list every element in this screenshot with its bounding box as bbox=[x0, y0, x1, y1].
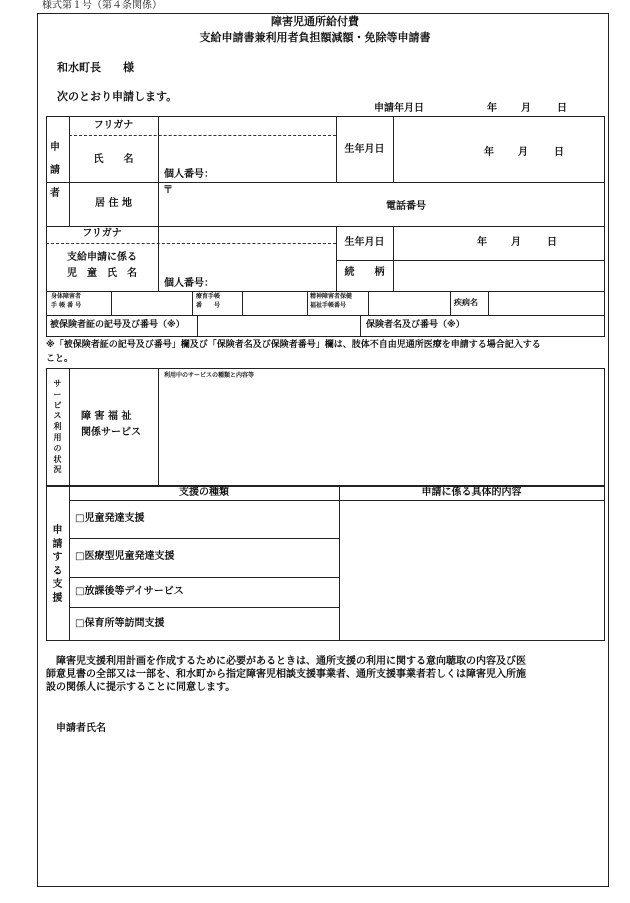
applicant-furigana-label: フリガナ bbox=[93, 120, 134, 131]
applicant-phone-label: 電話番号 bbox=[386, 201, 426, 212]
applicant-birth-month: 月 bbox=[518, 147, 528, 158]
service-detail-label: 利用中のサービスの種類と内容等 bbox=[164, 372, 255, 379]
applicant-birth-day: 日 bbox=[554, 147, 564, 158]
child-birth-month: 月 bbox=[511, 237, 521, 248]
consent-line2: 師意見書の全部又は一部を、和水町から指定障害児相談支援事業者、通所支援事業者若しくは障害児入所施 bbox=[46, 669, 526, 680]
applicant-name-label: 氏 名 bbox=[93, 154, 134, 165]
service-label-2: 関係サービス bbox=[81, 427, 141, 438]
support-content-header: 申請に係る具体的内容 bbox=[421, 487, 522, 498]
applicant-postal-mark: 〒 bbox=[163, 185, 173, 196]
insurer-label: 保険者名及び番号（※） bbox=[366, 320, 465, 330]
request-text: 次のとおり申請します。 bbox=[57, 90, 178, 103]
date-day: 日 bbox=[557, 103, 567, 114]
form-number: 様式第１号（第４条関係） bbox=[42, 0, 162, 11]
support-item-child-development[interactable]: □児童発達支援 bbox=[75, 513, 145, 524]
applicant-side-char-3: 者 bbox=[50, 188, 60, 199]
date-year: 年 bbox=[487, 103, 497, 114]
date-label: 申請年月日 bbox=[374, 103, 424, 114]
child-birthdate-label: 生年月日 bbox=[344, 237, 385, 248]
addressee: 和水町長 様 bbox=[57, 61, 134, 74]
applicant-side-char-2: 請 bbox=[50, 165, 60, 176]
insurance-note-line2: こと。 bbox=[46, 354, 74, 364]
mental-handbook-label-1: 精神障害者保健 bbox=[310, 293, 353, 300]
form-title-line2: 支給申請書兼利用者負担額減額・免除等申請書 bbox=[199, 31, 431, 44]
physical-handbook-label-1: 身体障害者 bbox=[51, 293, 82, 300]
form-frame bbox=[37, 13, 609, 887]
service-label-1: 障 害 福 祉 bbox=[81, 411, 132, 422]
child-birth-year: 年 bbox=[477, 237, 487, 248]
applicant-address-label: 居 住 地 bbox=[95, 198, 132, 209]
disease-label: 疾病名 bbox=[454, 298, 478, 307]
applicant-mynumber-label: 個人番号： bbox=[164, 169, 214, 180]
child-relation-label: 続 柄 bbox=[344, 267, 385, 278]
physical-handbook-label-2: 手 帳 番 号 bbox=[51, 302, 82, 309]
support-item-after-school[interactable]: □放課後等デイサービス bbox=[75, 586, 184, 597]
child-furigana-label: フリガナ bbox=[82, 228, 122, 239]
child-name-label-1: 支給申請に係る bbox=[67, 252, 137, 263]
applicant-side-char-1: 申 bbox=[50, 142, 60, 153]
insurance-card-label: 被保険者証の記号及び番号（※） bbox=[50, 320, 185, 330]
mental-handbook-label-2: 福祉手帳番号 bbox=[310, 302, 347, 309]
support-item-medical-development[interactable]: □医療型児童発達支援 bbox=[75, 551, 175, 562]
support-item-nursery-visit[interactable]: □保育所等訪問支援 bbox=[75, 618, 165, 629]
support-side-label: 申 請 す る 支 援 bbox=[52, 525, 63, 604]
ryoiku-handbook-label-1: 療育手帳 bbox=[196, 293, 221, 300]
applicant-birthdate-label: 生年月日 bbox=[344, 144, 385, 155]
support-type-header: 支援の種類 bbox=[179, 487, 229, 498]
date-month: 月 bbox=[521, 103, 531, 114]
service-side-label: サ ー ビ ス 利 用 の 状 況 bbox=[53, 379, 62, 475]
ryoiku-handbook-label-2: 番 号 bbox=[196, 302, 221, 309]
form-title-line1: 障害児通所給付費 bbox=[271, 15, 359, 28]
consent-line3: 設の関係人に提示することに同意します。 bbox=[46, 682, 236, 693]
consent-line1: 障害児支援利用計画を作成するために必要があるときは、通所支援の利用に関する意向聴取の内容及び医 bbox=[46, 656, 526, 667]
child-birth-day: 日 bbox=[547, 237, 557, 248]
insurance-note-line1: ※「被保険者証の記号及び番号」欄及び「保険者名及び保険者番号」欄は、肢体不自由児通所医療を申請する場合記入する bbox=[46, 340, 541, 350]
applicant-birth-year: 年 bbox=[484, 147, 494, 158]
signature-label: 申請者氏名 bbox=[56, 723, 106, 734]
child-mynumber-label: 個人番号： bbox=[164, 278, 214, 289]
child-name-label-2: 児 童 氏 名 bbox=[67, 268, 137, 279]
